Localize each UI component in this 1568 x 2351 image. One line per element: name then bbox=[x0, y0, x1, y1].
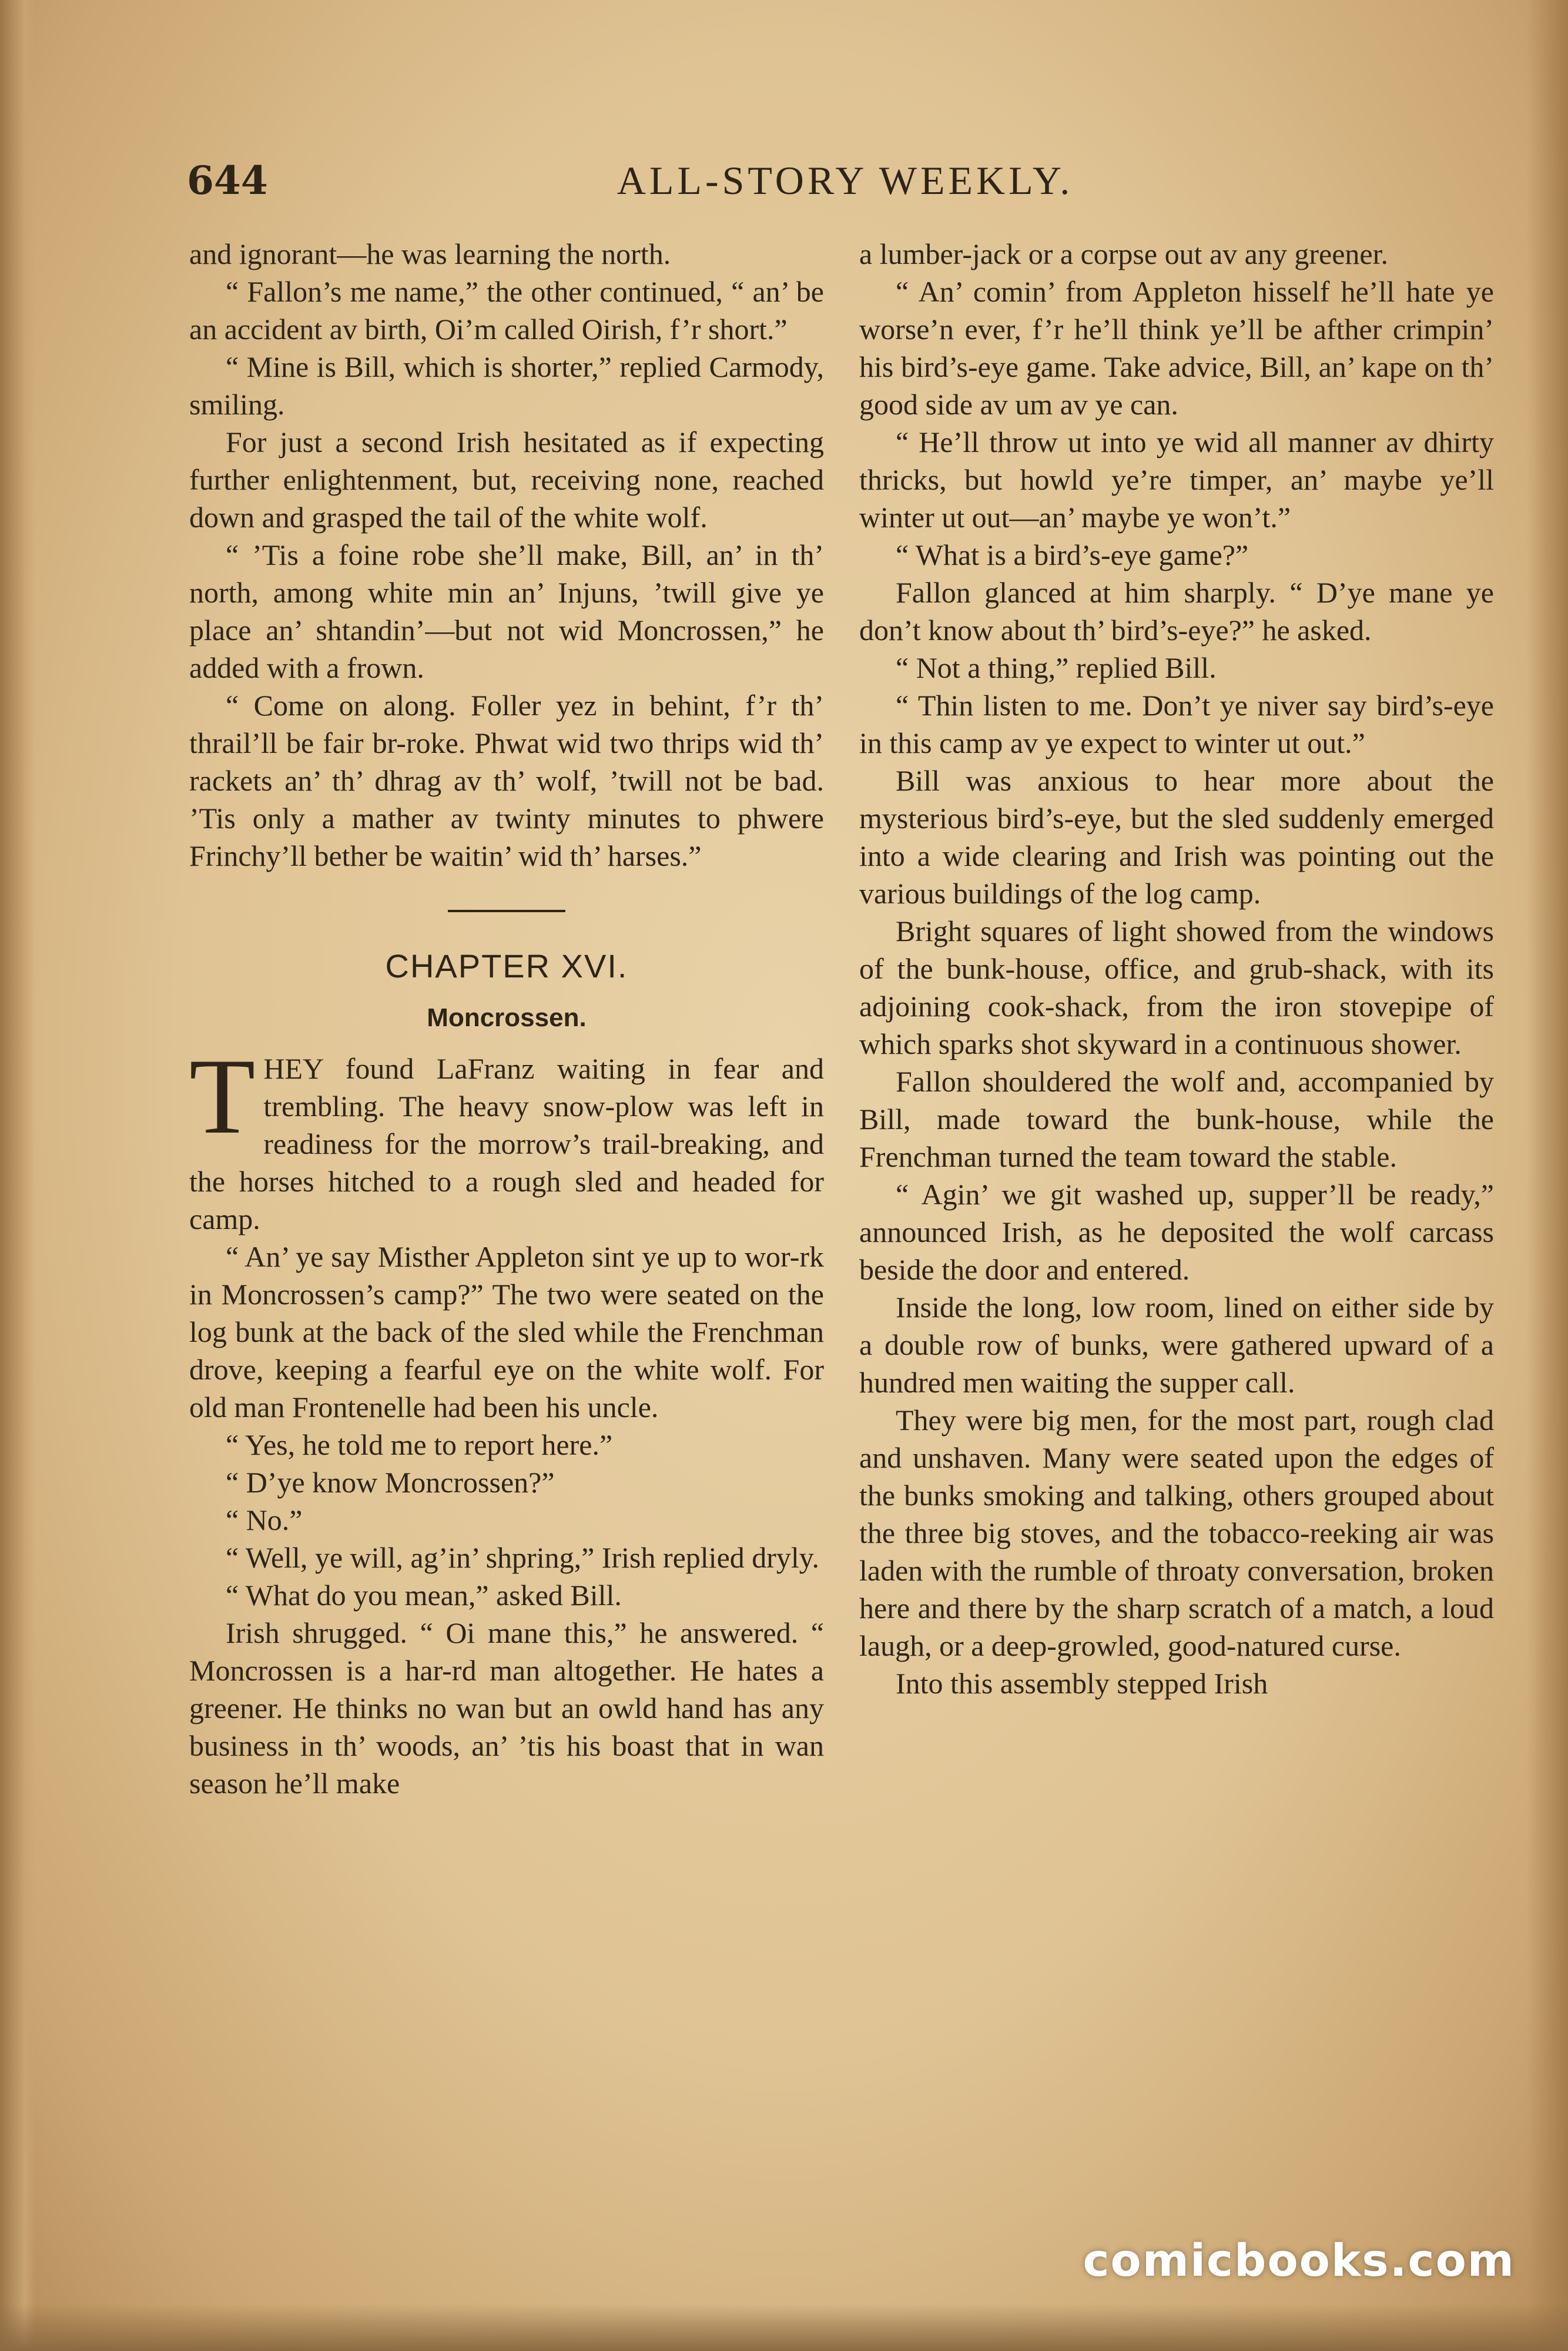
paragraph: For just a second Irish hesitated as if expecting further enlightenment, but, receiving none, reached down and grasped the tail of the white wolf. bbox=[189, 426, 824, 534]
paragraph: “ Yes, he told me to report here.” bbox=[226, 1428, 613, 1461]
paragraph: Inside the long, low room, lined on either side by a double row of bunks, were gathered upward of a hundred men waiting the supper call. bbox=[859, 1291, 1494, 1399]
paragraph: “ What do you mean,” asked Bill. bbox=[226, 1579, 622, 1612]
paragraph: Bill was anxious to hear more about the mysterious bird’s-eye, but the sled suddenly emerged into a wide clearing and Irish was pointing out the various buildings of the log camp. bbox=[859, 764, 1494, 910]
page-edge-shadow-right bbox=[1527, 0, 1568, 2351]
paragraph: “ An’ comin’ from Appleton hisself he’ll hate ye worse’n ever, f’r he’ll think ye’ll be afther crimpin’ his bird’s-eye game. Take advice, Bill, an’ kape on th’ good side av um av ye can. bbox=[859, 275, 1494, 421]
paragraph: “ Well, ye will, ag’in’ shpring,” Irish replied dryly. bbox=[226, 1541, 820, 1574]
paragraph: “ Agin’ we git washed up, supper’ll be ready,” announced Irish, as he deposited the wolf carcass beside the door and entered. bbox=[859, 1178, 1494, 1286]
opening-paragraph-text: HEY found LaFranz waiting in fear and trembling. The heavy snow-plow was left in readiness for the morrow’s trail-breaking, and the horses hitched to a rough sled and headed for camp. bbox=[189, 1052, 824, 1235]
paragraph: Into this assembly stepped Irish bbox=[896, 1667, 1268, 1700]
paragraph: Fallon shouldered the wolf and, accompanied by Bill, made toward the bunk-house, while the Frenchman turned the team toward the stable. bbox=[859, 1065, 1494, 1173]
page-edge-shadow-bottom bbox=[0, 2304, 1568, 2351]
drop-cap: T bbox=[189, 1036, 256, 1156]
chapter-title: CHAPTER XVI. bbox=[385, 947, 628, 984]
paragraph: and ignorant—he was learning the north. bbox=[189, 237, 671, 270]
chapter-subtitle: Moncrossen. bbox=[427, 1003, 587, 1032]
section-divider bbox=[448, 910, 565, 912]
paragraph: Fallon glanced at him sharply. “ D’ye mane ye don’t know about th’ bird’s-eye?” he asked. bbox=[859, 576, 1494, 647]
paragraph: “ D’ye know Moncrossen?” bbox=[226, 1466, 555, 1499]
opening-paragraph bbox=[189, 1036, 824, 1238]
paragraph: “ Thin listen to me. Don’t ye niver say bird’s-eye in this camp av ye expect to winter ut out.” bbox=[859, 689, 1494, 759]
page-edge-shadow-left bbox=[0, 0, 35, 2351]
paragraph: “ Come on along. Foller yez in behint, f’r th’ thrail’ll be fair br-roke. Phwat wid two thrips wid th’ rackets an’ th’ dhrag av th’ wolf, ’twill not be bad. ’Tis only a mather av twinty minutes to phwere Frinchy’ll bether be waitin’ wid th’ harses.” bbox=[189, 689, 824, 872]
paragraph: Bright squares of light showed from the windows of the bunk-house, office, and grub-shack, with its adjoining cook-shack, from the iron stovepipe of which sparks shot skyward in a continuous shower. bbox=[859, 915, 1494, 1060]
paragraph: Irish shrugged. “ Oi mane this,” he answered. “ Moncrossen is a har-rd man altogether. He hates a greener. He thinks no wan but an owld hand has any business in th’ woods, an’ ’tis his boast that in wan season he’ll make bbox=[189, 1616, 824, 1800]
left-column bbox=[189, 235, 824, 2233]
paragraph: They were big men, for the most part, rough clad and unshaven. Many were seated upon the edges of the bunks smoking and talking, others grouped about the three big stoves, and the tobacco-reeking air was laden with the rumble of throaty conversation, broken here and there by the sharp scratch of a match, a loud laugh, or a deep-growled, good-natured curse. bbox=[859, 1404, 1494, 1662]
right-column bbox=[859, 235, 1494, 2233]
watermark-logo: comicbooks.com bbox=[1083, 2234, 1515, 2286]
paragraph: a lumber-jack or a corpse out av any greener. bbox=[859, 237, 1388, 270]
paragraph: “ Fallon’s me name,” the other continued, “ an’ be an accident av birth, Oi’m called Oirish, f’r short.” bbox=[189, 275, 824, 346]
paragraph: “ What is a bird’s-eye game?” bbox=[896, 538, 1249, 571]
paragraph: “ No.” bbox=[226, 1503, 303, 1536]
page-header bbox=[187, 158, 1503, 210]
running-title: ALL-STORY WEEKLY. bbox=[617, 158, 1074, 203]
paragraph: “ Not a thing,” replied Bill. bbox=[896, 651, 1217, 684]
paragraph: “ ’Tis a foine robe she’ll make, Bill, an’ in th’ north, among white min an’ Injuns, ’twill give ye place an’ shtandin’—but not wid Moncrossen,” he added with a frown. bbox=[189, 538, 824, 684]
paragraph: “ He’ll throw ut into ye wid all manner av dhirty thricks, but howld ye’re timper, an’ maybe ye’ll winter ut out—an’ maybe ye won’t.” bbox=[859, 426, 1494, 534]
page-number: 644 bbox=[187, 158, 268, 203]
paragraph: “ An’ ye say Misther Appleton sint ye up to wor-rk in Moncrossen’s camp?” The two were seated on the log bunk at the back of the sled while the Frenchman drove, keeping a fearful eye on the white wolf. For old man Frontenelle had been his uncle. bbox=[189, 1240, 824, 1424]
paragraph: “ Mine is Bill, which is shorter,” replied Carmody, smiling. bbox=[189, 350, 824, 421]
